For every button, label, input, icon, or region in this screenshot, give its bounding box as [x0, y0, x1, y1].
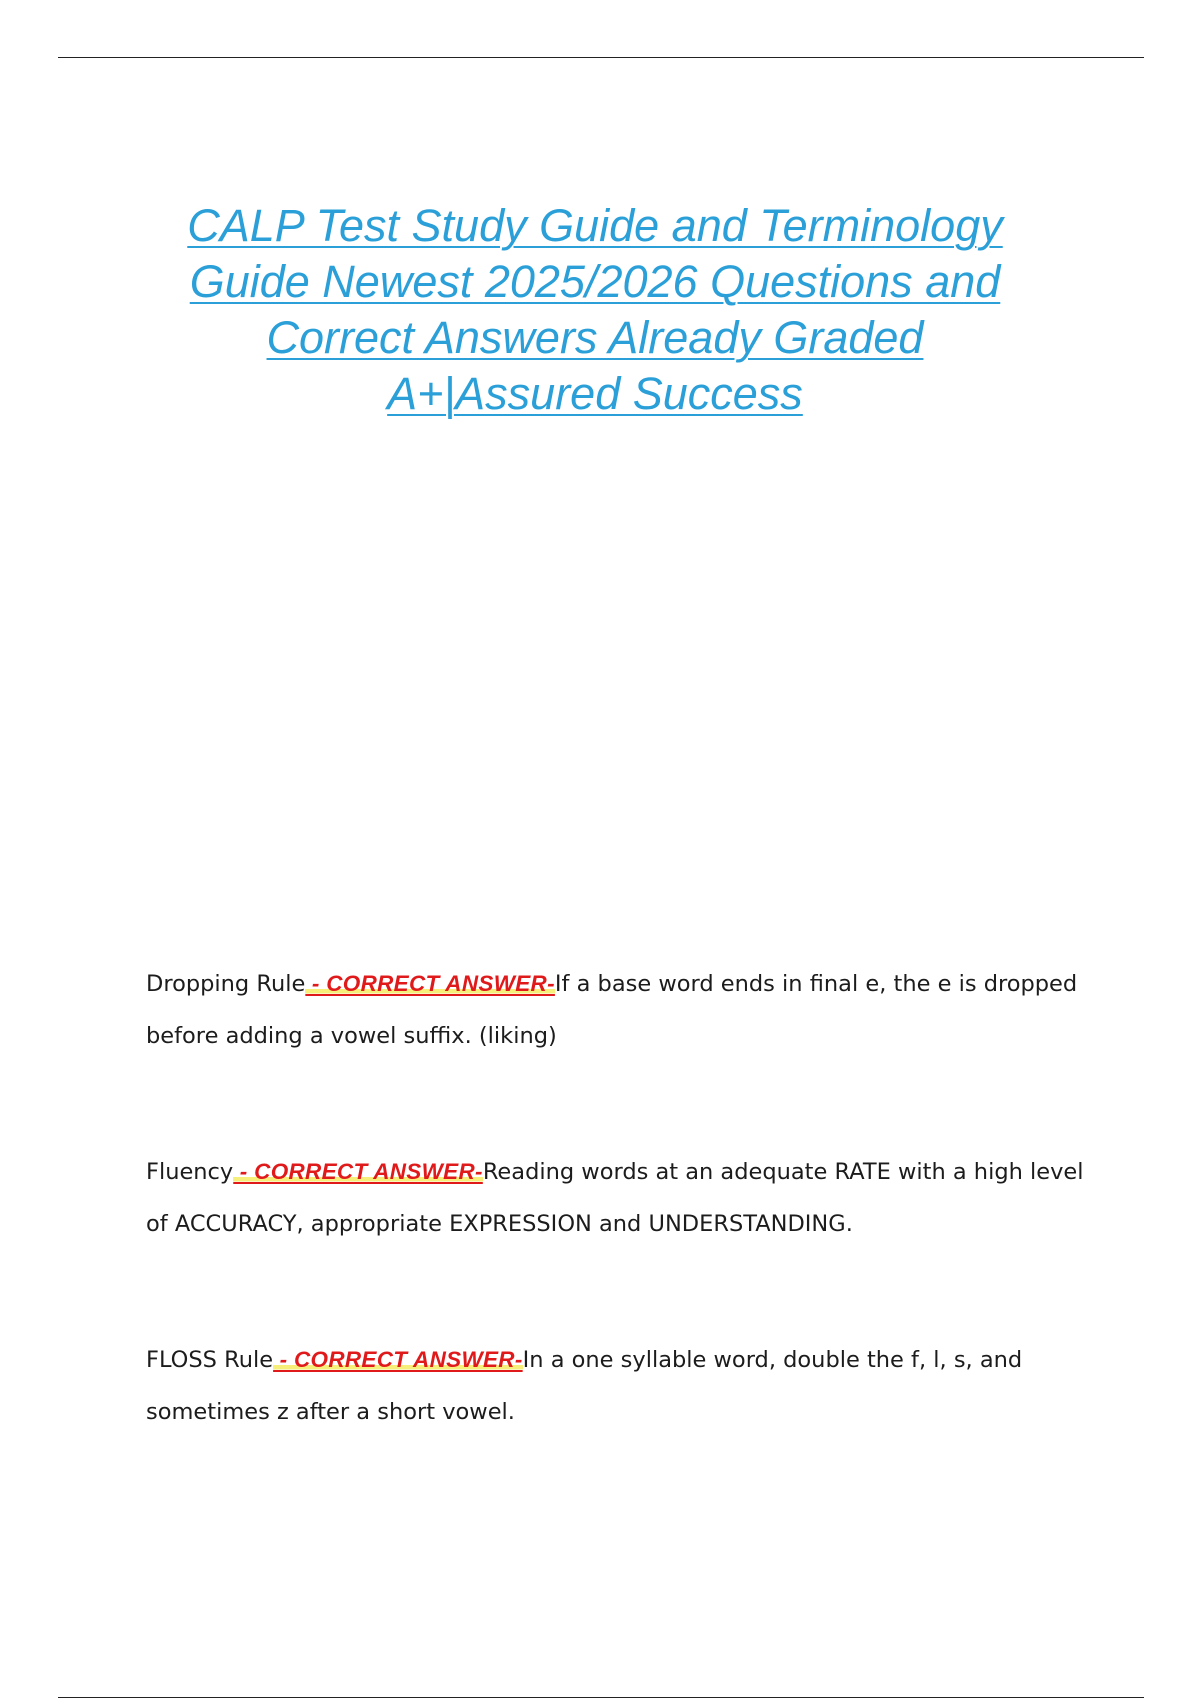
- qa-item-floss-rule: [146, 1334, 1086, 1438]
- qa-answer: If a base word ends in final e, the e is dropped before adding a vowel suffix. (liking): [146, 971, 1078, 1049]
- title-line-2[interactable]: Guide Newest 2025/2026 Questions and: [189, 256, 1001, 307]
- title-line-3[interactable]: Correct Answers Already Graded: [266, 312, 924, 363]
- header-rule: [58, 57, 1144, 58]
- qa-item-dropping-rule: [146, 958, 1086, 1062]
- correct-answer-marker: - CORRECT ANSWER-: [273, 1347, 523, 1372]
- footer-rule: [58, 1697, 1144, 1698]
- correct-answer-marker: - CORRECT ANSWER-: [305, 971, 555, 996]
- document-title[interactable]: [140, 198, 1050, 422]
- qa-item-fluency: [146, 1146, 1086, 1250]
- qa-term: Fluency: [146, 1159, 234, 1185]
- qa-term: FLOSS Rule: [146, 1347, 274, 1373]
- correct-answer-marker: - CORRECT ANSWER-: [233, 1159, 483, 1184]
- qa-answer: Reading words at an adequate RATE with a high level of ACCURACY, appropriate EXPRESSION and UNDERSTANDING.: [146, 1159, 1084, 1237]
- qa-answer: In a one syllable word, double the f, l, s, and sometimes z after a short vowel.: [146, 1347, 1023, 1425]
- title-line-4[interactable]: A+|Assured Success: [387, 368, 803, 419]
- title-line-1[interactable]: CALP Test Study Guide and Terminology: [187, 200, 1003, 251]
- qa-term: Dropping Rule: [146, 971, 306, 997]
